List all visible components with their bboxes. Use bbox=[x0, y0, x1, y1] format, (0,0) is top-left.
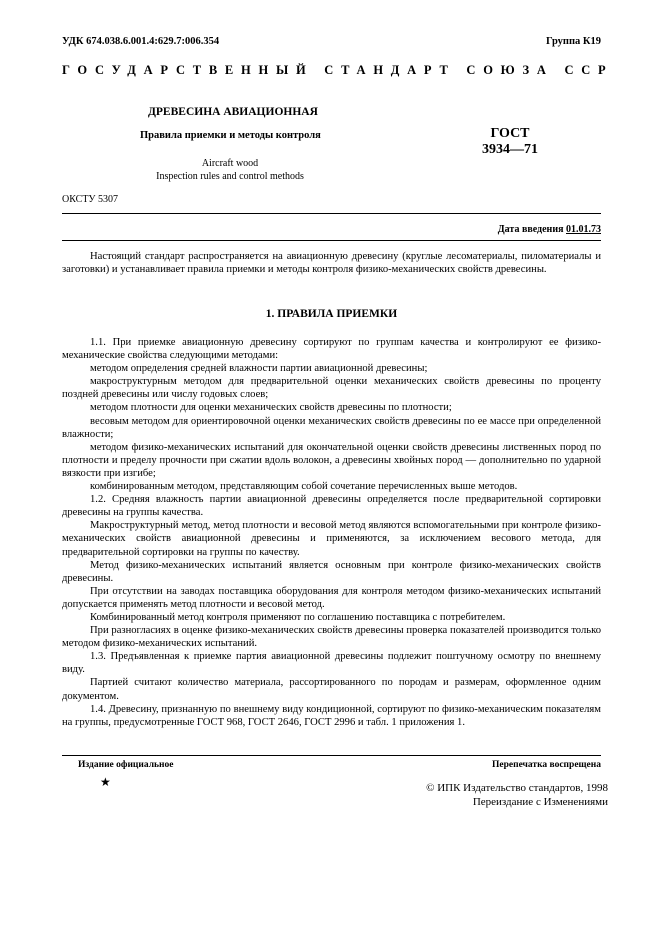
paragraph: Партией считают количество материала, рассортированного по породам и размерам, оформленное одним документом. bbox=[62, 677, 601, 702]
paragraph: При отсутствии на заводах поставщика оборудования для контроля методом физико-механических испытаний допускается применять метод плотности и весовой метод. bbox=[62, 585, 601, 610]
group-code: Группа К19 bbox=[545, 36, 601, 47]
english-title bbox=[100, 157, 360, 183]
paragraph: макроструктурным методом для предварительной оценки механических свойств древесины по проценту поздней древесины или числу годовых слоев; bbox=[62, 376, 601, 401]
reprint-prohibited-label: Перепечатка воспрещена bbox=[491, 760, 601, 770]
paragraph: методом плотности для оценки механических свойств древесины по плотности; bbox=[90, 402, 452, 414]
english-title-line-1: Aircraft wood bbox=[201, 158, 259, 169]
footer-divider bbox=[62, 755, 601, 756]
paragraph: 1.3. Предъявленная к приемке партия авиационной древесины подлежит поштучному осмотру по внешнему виду. bbox=[62, 651, 601, 676]
document-subtitle: Правила приемки и методы контроля bbox=[140, 130, 321, 141]
gost-designation bbox=[465, 126, 555, 158]
copyright: © ИПК Издательство стандартов, 1998 bbox=[426, 782, 608, 794]
standard-banner: ГОСУДАРСТВЕННЫЙ СТАНДАРТ СОЮЗА ССР bbox=[62, 63, 614, 77]
star-icon: ★ bbox=[100, 775, 111, 789]
paragraph: комбинированным методом, представляющим собой сочетание перечисленных выше методов. bbox=[90, 481, 518, 493]
paragraph: методом физико-механических испытаний для окончательной оценки свойств древесины лиственных пород по плотности и пределу прочности при сжатии вдоль волокон, а древесины хвойных пород — дополнительно по ударной вязкости при изгибе; bbox=[62, 441, 601, 479]
paragraph: методом определения средней влажности партии авиационной древесины; bbox=[90, 363, 428, 375]
paragraph: 1.2. Средняя влажность партии авиационной древесины определяется после предварительной сортировки древесины на группы качества. bbox=[62, 494, 601, 519]
copyright-block bbox=[378, 781, 608, 809]
divider bbox=[62, 213, 601, 214]
intro-text: Настоящий стандарт распространяется на авиационную древесину (круглые лесоматериалы, пиломатериалы и заготовки) и устанавливает правила приемки и методы контроля физико-механических свойств древесины. bbox=[62, 251, 601, 276]
gost-number: 3934—71 bbox=[482, 142, 538, 157]
paragraph: Метод физико-механических испытаний является основным при контроле физико-механических свойств древесины. bbox=[62, 559, 601, 584]
introduction-date bbox=[498, 224, 601, 235]
document-title: ДРЕВЕСИНА АВИАЦИОННАЯ bbox=[148, 106, 318, 118]
intro-paragraph bbox=[62, 250, 601, 276]
paragraph: 1.1. При приемке авиационную древесину сортируют по группам качества и контролируют ее физико-механические свойства следующими методами: bbox=[62, 337, 601, 362]
okstu-code: ОКСТУ 5307 bbox=[62, 194, 119, 205]
introduction-date-value: 01.01.73 bbox=[566, 224, 601, 235]
reissue-note: Переиздание с Изменениями bbox=[472, 796, 608, 808]
section-body bbox=[62, 336, 601, 729]
official-edition-label: Издание официальное bbox=[78, 760, 174, 770]
paragraph: При разногласиях в оценке физико-механических свойств древесины проверка показателей производится только методом физико-механических испытаний. bbox=[62, 625, 601, 650]
gost-label: ГОСТ bbox=[490, 126, 530, 141]
section-heading: 1. ПРАВИЛА ПРИЕМКИ bbox=[265, 308, 398, 320]
paragraph: Макроструктурный метод, метод плотности и весовой метод являются вспомогательными при контроле физико-механических свойств авиационной древесины и применяются, за исключением весового метода, для предварительной сортировки на группы по качеству. bbox=[62, 520, 601, 558]
divider bbox=[62, 240, 601, 241]
paragraph: Комбинированный метод контроля применяют по соглашению поставщика с потребителем. bbox=[90, 611, 506, 623]
introduction-date-label: Дата введения bbox=[497, 224, 564, 235]
english-title-line-2: Inspection rules and control methods bbox=[156, 171, 304, 182]
paragraph: весовым методом для ориентировочной оценки механических свойств древесины по ее массе при определенной влажности; bbox=[62, 415, 601, 440]
udk-code: УДК 674.038.6.001.4:629.7:006.354 bbox=[62, 36, 220, 47]
paragraph: 1.4. Древесину, признанную по внешнему виду кондиционной, сортируют по физико-механическим показателям на группы, предусмотренные ГОСТ 968, ГОСТ 2646, ГОСТ 2996 и табл. 1 приложения 1. bbox=[62, 703, 601, 728]
